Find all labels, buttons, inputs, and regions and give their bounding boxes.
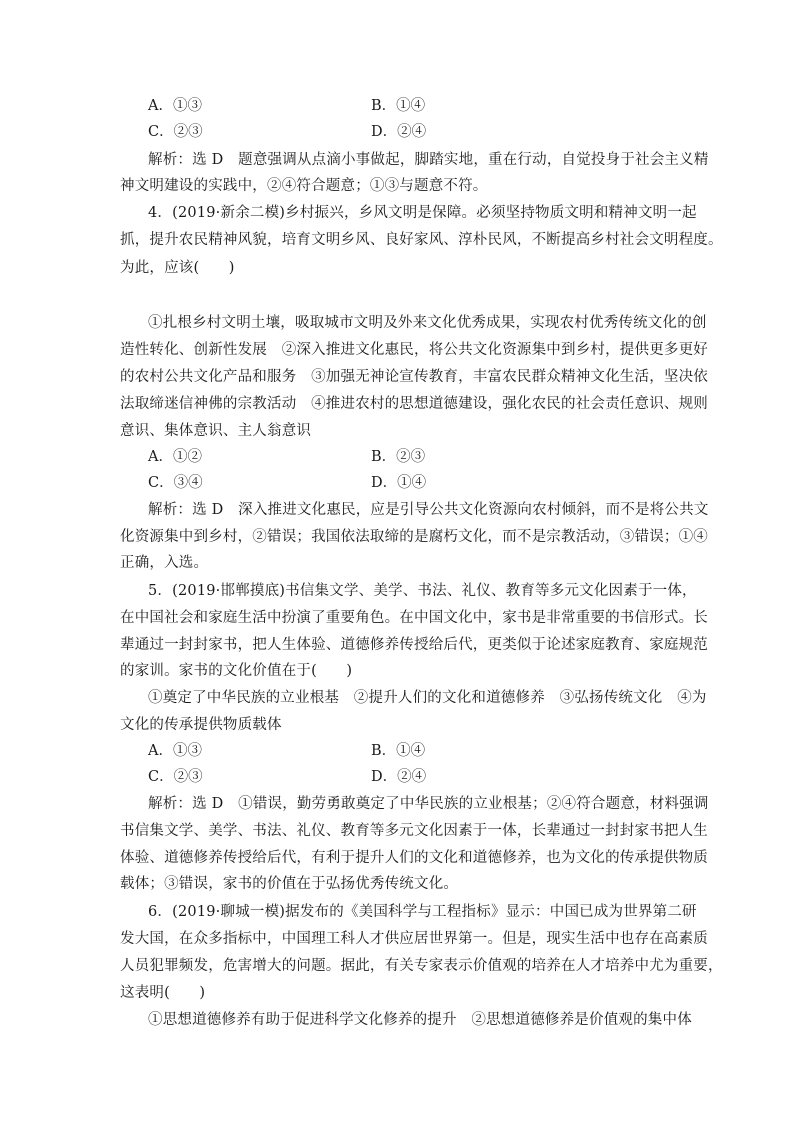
q3-option-c: C．②③ <box>148 124 203 140</box>
q5-analysis-line: 解析：选 D ①错误，勤劳勇敢奠定了中华民族的立业根基；②④符合题意，材料强调 <box>148 796 709 812</box>
q3-analysis-line: 解析：选 D 题意强调从点滴小事做起，脚踏实地，重在行动，自觉投身于社会主义精 <box>148 152 709 168</box>
q5-option-c: C．②③ <box>148 769 203 785</box>
q4-analysis-line: 化资源集中到乡村，②错误；我国依法取缔的是腐朽文化，而不是宗教活动，③错误；①④ <box>120 529 708 545</box>
q4-item-line: 的农村公共文化产品和服务 ③加强无神论宣传教育，丰富农民群众精神文化生活，坚决依 <box>120 369 708 385</box>
q5-stem-line: 辈通过一封封家书，把人生体验、道德修养传授给后代，更类似于论述家庭教育、家庭规范 <box>120 637 708 653</box>
q4-stem-line: 抓，提升农民精神风貌，培育文明乡风、良好家风、淳朴民风，不断提高乡村社会文明程度。 <box>120 232 723 248</box>
q6-stem-line: 6．(2019·聊城一模)据发布的《美国科学与工程指标》显示：中国已成为世界第二研 <box>148 904 697 920</box>
q4-item-line: 造性转化、创新性发展 ②深入推进文化惠民，将公共文化资源集中到乡村，提供更多更好 <box>120 342 708 358</box>
q4-option-a: A．①② <box>148 449 202 465</box>
q6-stem-line: 人员犯罪频发，危害增大的问题。据此，有关专家表示价值观的培养在人才培养中尤为重要， <box>120 958 723 974</box>
q4-item-line: 法取缔迷信神佛的宗教活动 ④推进农村的思想道德建设，强化农民的社会责任意识、规则 <box>120 396 708 412</box>
q3-option-a: A．①③ <box>148 98 202 114</box>
q5-stem-line: 5．(2019·邯郸摸底)书信集文学、美学、书法、礼仪、教育等多元文化因素于一体， <box>148 583 697 599</box>
q5-analysis-line: 书信集文学、美学、书法、礼仪、教育等多元文化因素于一体，长辈通过一封封家书把人生 <box>120 823 708 839</box>
q4-analysis-line: 正确，入选。 <box>120 555 209 571</box>
q5-stem-line: 的家训。家书的文化价值在于( ) <box>120 663 353 679</box>
q3-option-d: D．②④ <box>371 124 427 140</box>
q4-item-line: 意识、集体意识、主人翁意识 <box>120 423 312 439</box>
q4-option-d: D．①④ <box>371 475 427 491</box>
q3-option-b: B．①④ <box>371 98 426 114</box>
q5-analysis-line: 体验、道德修养传授给后代，有利于提升人们的文化和道德修养，也为文化的传承提供物质 <box>120 850 708 866</box>
q5-option-a: A．①③ <box>148 743 202 759</box>
q3-analysis-line: 神文明建设的实践中，②④符合题意；①③与题意不符。 <box>120 178 488 194</box>
q4-option-b: B．②③ <box>371 449 426 465</box>
q5-option-b: B．①④ <box>371 743 426 759</box>
q4-analysis-line: 解析：选 D 深入推进文化惠民，应是引导公共文化资源向农村倾斜，而不是将公共文 <box>148 502 709 518</box>
q6-stem-line: 发大国，在众多指标中，中国理工科人才供应居世界第一。但是，现实生活中也存在高素质 <box>120 931 708 947</box>
q6-item-line: ①思想道德修养有助于促进科学文化修养的提升 ②思想道德修养是价值观的集中体 <box>148 1012 692 1028</box>
q5-item-line: ①奠定了中华民族的立业根基 ②提升人们的文化和道德修养 ③弘扬传统文化 ④为 <box>148 690 707 706</box>
q5-option-d: D．②④ <box>371 769 427 785</box>
q4-item-line: ①扎根乡村文明土壤，吸取城市文明及外来文化优秀成果，实现农村优秀传统文化的创 <box>148 315 707 331</box>
q5-item-line: 文化的传承提供物质载体 <box>120 717 282 733</box>
q4-stem-line: 为此，应该( ) <box>120 260 235 276</box>
q6-stem-line: 这表明( ) <box>120 985 206 1001</box>
q5-analysis-line: 载体；③错误，家书的价值在于弘扬优秀传统文化。 <box>120 876 459 892</box>
q4-stem-line: 4．(2019·新余二模)乡村振兴，乡风文明是保障。必须坚持物质文明和精神文明一起 <box>148 205 697 221</box>
q4-option-c: C．③④ <box>148 475 203 491</box>
q5-stem-line: 在中国社会和家庭生活中扮演了重要角色。在中国文化中，家书是非常重要的书信形式。长 <box>120 610 708 626</box>
